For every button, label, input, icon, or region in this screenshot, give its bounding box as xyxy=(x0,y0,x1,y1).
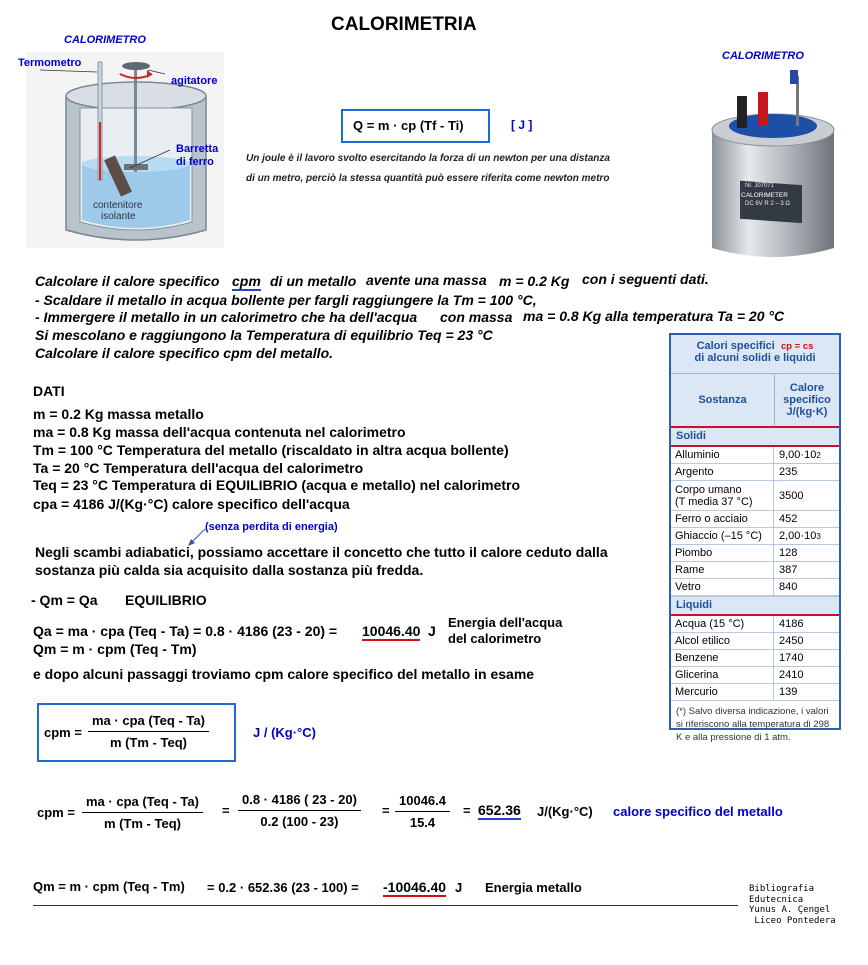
qa-note-2: del calorimetro xyxy=(448,631,542,646)
specific-heat-value: 128 xyxy=(779,547,798,559)
joule-note-2: di un metro, perciò la stessa quantità può essere riferita come newton metro xyxy=(246,173,610,184)
table-col-sostanza: Sostanza xyxy=(671,374,775,426)
table-cell-name xyxy=(671,464,774,480)
dati-line: Teq = 23 °C Temperatura di EQUILIBRIO (acqua e metallo) nel calorimetro xyxy=(33,477,521,493)
cpm-formula-denominator: m (Tm - Teq) xyxy=(109,735,187,750)
table-title: Calori specifici xyxy=(696,340,775,352)
specific-heat-exponent: 3 xyxy=(816,531,821,541)
qm-final-expr: Qm = m · cpm (Teq - Tm) xyxy=(33,879,185,894)
table-cell-name xyxy=(671,511,774,527)
calc-fraction-1 xyxy=(82,794,203,831)
calorimeter-photo xyxy=(700,70,846,266)
table-section-liquidi: Liquidi xyxy=(671,596,839,616)
specific-heat-value: 452 xyxy=(779,513,798,525)
table-liquidi-rows xyxy=(671,616,839,701)
table-cell-value xyxy=(774,667,839,683)
calc-fraction-3 xyxy=(395,793,450,830)
table-row xyxy=(671,511,839,528)
qa-equation: Qa = ma · cpa (Teq - Ta) = 0.8 · 4186 (23 - 20) = xyxy=(33,623,338,639)
substance-name: Benzene xyxy=(675,652,719,664)
biblio-line: Yunus A. Çengel xyxy=(749,905,831,915)
dati-line: Tm = 100 °C Temperatura del metallo (riscaldato in altra acqua bollente) xyxy=(33,442,509,458)
calc-lhs: cpm = xyxy=(37,805,75,820)
biblio-line: Liceo Pontedera xyxy=(749,915,836,926)
table-cell-value xyxy=(774,447,839,463)
equilibrio-label: EQUILIBRIO xyxy=(125,592,207,608)
senza-perdita-note: (senza perdita di energia) xyxy=(205,521,338,533)
table-cell-value xyxy=(774,616,839,632)
label-di-ferro: di ferro xyxy=(176,156,214,168)
calc-fraction-2 xyxy=(238,792,361,829)
table-cell-value xyxy=(774,464,839,480)
table-row xyxy=(671,464,839,481)
table-cell-name xyxy=(671,667,774,683)
calc-f2-numerator: 0.8 · 4186 ( 23 - 20) xyxy=(238,792,361,811)
qa-value: 10046.40 xyxy=(362,623,421,639)
problem-line-4: Si mescolano e raggiungono la Temperatura di equilibrio Teq = 23 °C xyxy=(35,327,493,343)
plate-text-2: CALORIMETER xyxy=(741,192,788,199)
table-cell-name xyxy=(671,545,774,561)
table-title-block xyxy=(671,335,839,373)
problem-line-1b: cpm xyxy=(232,273,261,289)
right-image-label: CALORIMETRO xyxy=(722,50,804,62)
passaggi-text: e dopo alcuni passaggi troviamo cpm calore specifico del metallo in esame xyxy=(33,666,535,682)
main-formula-unit: [ J ] xyxy=(511,118,533,132)
dati-heading: DATI xyxy=(33,383,65,399)
table-row xyxy=(671,481,839,511)
specific-heat-value: 2410 xyxy=(779,669,804,681)
qm-final-label: Energia metallo xyxy=(485,880,582,895)
table-cell-value xyxy=(774,633,839,649)
label-termometro: Termometro xyxy=(18,57,82,69)
calc-unit: J/(Kg·°C) xyxy=(537,804,593,819)
table-cell-value xyxy=(774,511,839,527)
bibliography xyxy=(749,884,836,926)
qa-note-1: Energia dell'acqua xyxy=(448,615,563,630)
table-subtitle: di alcuni solidi e liquidi xyxy=(694,352,816,364)
table-col-calore xyxy=(775,374,839,426)
table-col-calore-2: specifico xyxy=(783,394,831,406)
table-section-solidi: Solidi xyxy=(671,428,839,447)
specific-heat-exponent: 2 xyxy=(816,450,821,460)
plate-text-1: Nr. J07071 xyxy=(745,183,775,189)
problem-line-1c: di un metallo xyxy=(270,273,357,289)
specific-heat-value: 235 xyxy=(779,466,798,478)
specific-heat-value: 1740 xyxy=(779,652,804,664)
cpm-formula-fraction xyxy=(88,713,209,750)
specific-heat-value: 387 xyxy=(779,564,798,576)
adiabatici-line-1: Negli scambi adiabatici, possiamo accettare il concetto che tutto il calore ceduto dalla xyxy=(35,544,608,560)
specific-heat-value: 2,00·10 xyxy=(779,530,817,542)
cpm-formula-numerator: ma · cpa (Teq - Ta) xyxy=(88,713,209,732)
table-title-note: cp = cs xyxy=(780,341,814,352)
qm-equation: Qm = m · cpm (Teq - Tm) xyxy=(33,641,197,657)
substance-name: Rame xyxy=(675,564,705,576)
qm-final-value: -10046.40 xyxy=(383,879,447,895)
table-cell-name xyxy=(671,481,774,510)
substance-name: Vetro xyxy=(675,581,701,593)
qa-unit: J xyxy=(428,623,436,639)
substance-name: Argento xyxy=(675,466,714,478)
substance-name: Mercurio xyxy=(675,686,718,698)
table-cell-value xyxy=(774,650,839,666)
calc-f2-denominator: 0.2 (100 - 23) xyxy=(260,814,339,829)
specific-heat-value: 840 xyxy=(779,581,798,593)
calc-label: calore specifico del metallo xyxy=(613,804,783,819)
table-row xyxy=(671,667,839,684)
dati-line: ma = 0.8 Kg massa dell'acqua contenuta nel calorimetro xyxy=(33,424,406,440)
substance-note: (T media 37 °C) xyxy=(675,495,753,508)
biblio-line: Bibliografia xyxy=(749,884,815,894)
table-cell-name xyxy=(671,616,774,632)
table-row xyxy=(671,528,839,545)
table-header-row xyxy=(671,373,839,428)
label-agitatore: agitatore xyxy=(171,75,218,87)
specific-heat-value: 3500 xyxy=(779,489,804,502)
specific-heat-value: 2450 xyxy=(779,635,804,647)
qm-final-unit: J xyxy=(455,880,463,895)
specific-heat-value: 9,00·10 xyxy=(779,449,817,461)
substance-name: Glicerina xyxy=(675,669,719,681)
cpm-formula-lhs: cpm = xyxy=(44,725,82,740)
table-col-calore-1: Calore xyxy=(789,382,825,394)
table-row xyxy=(671,562,839,579)
left-image-label: CALORIMETRO xyxy=(64,34,146,46)
dati-line: cpa = 4186 J/(Kg·°C) calore specifico dell'acqua xyxy=(33,496,350,512)
substance-name: Alcol etilico xyxy=(675,635,731,647)
problem-line-5: Calcolare il calore specifico cpm del metallo. xyxy=(35,345,334,361)
main-formula: Q = m · cp (Tf - Ti) xyxy=(353,118,464,133)
substance-name: Acqua (15 °C) xyxy=(675,618,745,630)
label-contenitore: contenitore xyxy=(93,200,143,211)
problem-line-1d: avente una massa xyxy=(366,272,487,288)
table-col-calore-3: J/(kg·K) xyxy=(786,406,828,418)
specific-heat-value: 139 xyxy=(779,686,798,698)
specific-heat-value: 4186 xyxy=(779,618,804,630)
table-cell-name xyxy=(671,562,774,578)
table-cell-value xyxy=(774,684,839,700)
qm-final-calc: = 0.2 · 652.36 (23 - 100) = xyxy=(207,880,359,895)
table-row xyxy=(671,650,839,667)
problem-line-1f: con i seguenti dati. xyxy=(582,271,709,287)
equilibrio-equation: - Qm = Qa xyxy=(31,592,98,608)
table-cell-value xyxy=(774,579,839,595)
table-solidi-rows xyxy=(671,447,839,596)
substance-name: Corpo umano xyxy=(675,483,742,496)
specific-heat-table xyxy=(669,333,841,743)
table-row xyxy=(671,579,839,596)
substance-name: Piombo xyxy=(675,547,713,559)
label-isolante: isolante xyxy=(101,211,136,222)
table-footnote: (*) Salvo diversa indicazione, i valori si riferiscono alla temperatura di 298 K e alla pressione di 1 atm. xyxy=(676,706,830,743)
table-row xyxy=(671,616,839,633)
problem-line-3c: ma = 0.8 Kg alla temperatura Ta = 20 °C xyxy=(523,308,785,324)
table-cell-value xyxy=(774,481,839,510)
dati-line: Ta = 20 °C Temperatura dell'acqua del calorimetro xyxy=(33,460,364,476)
calc-equals-2: = xyxy=(382,803,390,818)
problem-line-3a: - Immergere il metallo in un calorimetro che ha dell'acqua xyxy=(35,309,418,325)
problem-line-1e: m = 0.2 Kg xyxy=(499,273,570,289)
substance-name: Ghiaccio (–15 °C) xyxy=(675,530,762,542)
table-cell-value xyxy=(774,562,839,578)
bottom-rule xyxy=(33,905,738,906)
adiabatici-line-2: sostanza più calda sia acquisito dalla sostanza più fredda. xyxy=(35,562,424,578)
calc-equals-1: = xyxy=(222,803,230,818)
table-cell-value xyxy=(774,528,839,544)
table-cell-name xyxy=(671,528,774,544)
label-barretta: Barretta xyxy=(176,143,219,155)
table-row xyxy=(671,684,839,701)
cpm-formula-unit: J / (Kg·°C) xyxy=(253,725,316,740)
calc-f3-denominator: 15.4 xyxy=(409,815,436,830)
table-cell-name xyxy=(671,633,774,649)
problem-line-1a: Calcolare il calore specifico xyxy=(35,273,220,289)
table-cell-name xyxy=(671,684,774,700)
calc-f3-numerator: 10046.4 xyxy=(395,793,450,812)
calc-f1-numerator: ma · cpa (Teq - Ta) xyxy=(82,794,203,813)
biblio-line: Edutecnica xyxy=(749,894,804,905)
calc-f1-denominator: m (Tm - Teq) xyxy=(103,816,181,831)
table-cell-value xyxy=(774,545,839,561)
calc-result: 652.36 xyxy=(478,802,521,818)
calc-equals-3: = xyxy=(463,803,471,818)
table-row xyxy=(671,447,839,464)
table-cell-name xyxy=(671,447,774,463)
problem-line-2: - Scaldare il metallo in acqua bollente per fargli raggiungere la Tm = 100 °C, xyxy=(35,292,537,308)
table-row xyxy=(671,545,839,562)
plate-text-3: DC 6V R 2 – 3 Ω xyxy=(745,201,790,207)
substance-name: Alluminio xyxy=(675,449,720,461)
substance-name: Ferro o acciaio xyxy=(675,513,748,525)
problem-line-3b: con massa xyxy=(440,309,513,325)
dati-line: m = 0.2 Kg massa metallo xyxy=(33,406,204,422)
table-cell-name xyxy=(671,650,774,666)
page-title: CALORIMETRIA xyxy=(331,14,477,35)
joule-note-1: Un joule è il lavoro svolto esercitando la forza di un newton per una distanza xyxy=(246,153,610,164)
table-cell-name xyxy=(671,579,774,595)
table-row xyxy=(671,633,839,650)
